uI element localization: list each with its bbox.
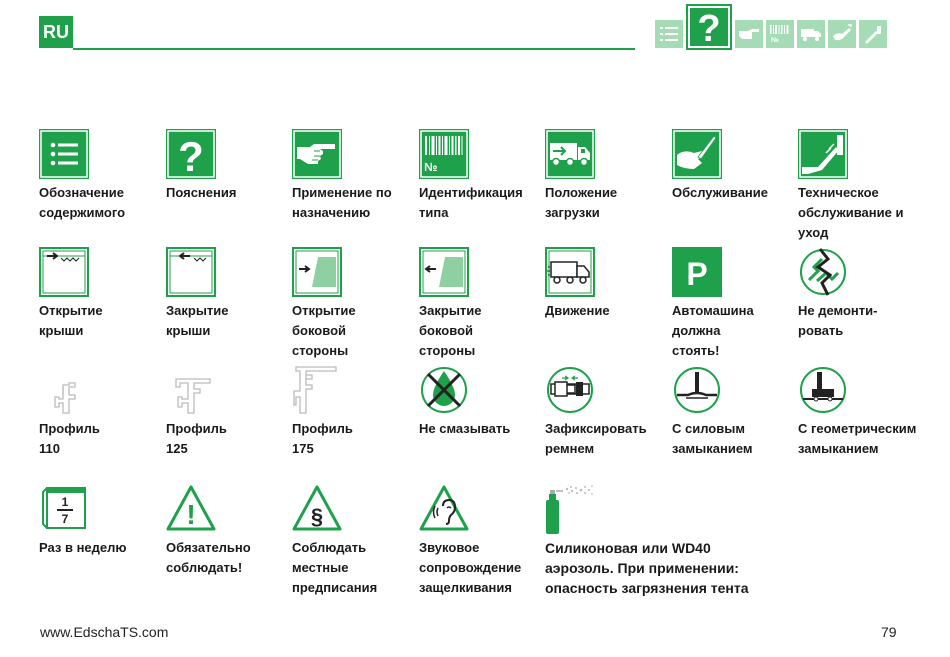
spray-can-icon xyxy=(545,484,595,534)
legend-explanations xyxy=(166,129,237,200)
legend-label: Закрытие боковой стороны xyxy=(419,303,482,358)
legend-maintenance-care xyxy=(798,129,904,240)
maintenance-hand-icon xyxy=(672,129,722,179)
legend-label: Обозначение содержимого xyxy=(39,185,126,220)
svg-text:!: ! xyxy=(186,499,196,530)
page-number: 79 xyxy=(881,624,897,640)
legend-label: Движение xyxy=(545,303,610,318)
legend-spray-warning xyxy=(545,484,749,596)
warning-icon xyxy=(166,484,216,534)
force-locking-icon xyxy=(672,365,722,415)
truck-driving-icon xyxy=(545,247,595,297)
strap-fix-icon xyxy=(545,365,595,415)
legend-mandatory xyxy=(166,484,251,575)
legend-label: Пояснения xyxy=(166,185,237,200)
svg-text:P: P xyxy=(686,256,708,292)
pointing-hand-icon xyxy=(292,129,342,179)
legend-profile-125 xyxy=(166,365,227,456)
do-not-dismantle-icon xyxy=(798,247,848,297)
legend-click-sound xyxy=(419,484,522,595)
legend-intended-use xyxy=(292,129,392,220)
parking-icon xyxy=(672,247,722,297)
profile-125-icon xyxy=(166,365,216,415)
legend-label: Автомашина должна стоять! xyxy=(672,303,754,358)
side-open-icon xyxy=(292,247,342,297)
legend-label: Профиль 110 xyxy=(39,421,100,456)
svg-text:?: ? xyxy=(697,8,721,46)
legend-type-identification xyxy=(419,129,523,220)
language-badge: RU xyxy=(39,16,73,48)
legend-label: Силиконовая или WD40 аэрозоль. При применении: опасность загрязнения тента xyxy=(545,540,749,596)
legend-side-open xyxy=(292,247,356,358)
legend-label: Не смазывать xyxy=(419,421,511,436)
roof-open-icon xyxy=(39,247,89,297)
header-rule xyxy=(73,48,635,50)
legend-label: Профиль 125 xyxy=(166,421,227,456)
legend-profile-110 xyxy=(39,365,100,456)
legend-roof-close xyxy=(166,247,229,338)
svg-text:?: ? xyxy=(178,133,204,179)
nav-maintenance-hand-icon[interactable] xyxy=(828,20,856,48)
legend-label: Открытие крыши xyxy=(39,303,103,338)
footer-url[interactable]: www.EdschaTS.com xyxy=(40,624,169,640)
legend-label: Обязательно соблюдать! xyxy=(166,540,251,575)
svg-text:1: 1 xyxy=(61,495,69,509)
legend-strap-fix xyxy=(545,365,647,456)
legend-service xyxy=(672,129,769,200)
legend-driving xyxy=(545,247,610,318)
legend-label: Открытие боковой стороны xyxy=(292,303,356,358)
legend-label: Закрытие крыши xyxy=(166,303,229,338)
legend-label: Звуковое сопровождение защелкивания xyxy=(419,540,522,595)
regulations-icon xyxy=(292,484,342,534)
legend-label: С геометрическим замыканием xyxy=(798,421,917,456)
form-locking-icon xyxy=(798,365,848,415)
nav-truck-loading-icon[interactable] xyxy=(797,20,825,48)
maintenance-care-icon xyxy=(798,129,848,179)
profile-175-icon xyxy=(292,365,342,415)
profile-110-icon xyxy=(39,365,89,415)
legend-label: Положение загрузки xyxy=(545,185,618,220)
nav-barcode-icon[interactable] xyxy=(766,20,794,48)
legend-form-locking xyxy=(798,365,917,456)
legend-label: Зафиксировать ремнем xyxy=(545,421,647,456)
legend-do-not-dismantle xyxy=(798,247,878,338)
legend-do-not-lubricate xyxy=(419,365,511,436)
svg-text:7: 7 xyxy=(61,512,69,526)
nav-contents-list-icon[interactable] xyxy=(655,20,683,48)
legend-loading-position xyxy=(545,129,618,220)
legend-label: Техническое обслуживание и уход xyxy=(798,185,904,240)
nav-maintenance-care-icon[interactable] xyxy=(859,20,887,48)
side-close-icon xyxy=(419,247,469,297)
nav-pointing-hand-icon[interactable] xyxy=(735,20,763,48)
svg-text:§: § xyxy=(310,504,324,529)
do-not-lubricate-icon xyxy=(419,365,469,415)
legend-label: Обслуживание xyxy=(672,185,769,200)
legend-side-close xyxy=(419,247,482,358)
legend-label: Идентификация типа xyxy=(419,185,523,220)
legend-contents xyxy=(39,129,126,220)
section-nav xyxy=(655,4,887,50)
legend-label: Раз в неделю xyxy=(39,540,127,555)
legend-profile-175 xyxy=(292,365,353,456)
nav-question-mark-icon[interactable] xyxy=(686,4,732,50)
contents-list-icon xyxy=(39,129,89,179)
svg-text:№: № xyxy=(424,160,438,174)
legend-label: Применение по назначению xyxy=(292,185,392,220)
calendar-weekly-icon xyxy=(39,484,89,534)
question-mark-icon xyxy=(166,129,216,179)
truck-loading-icon xyxy=(545,129,595,179)
click-sound-icon xyxy=(419,484,469,534)
svg-text:№: № xyxy=(771,37,779,44)
legend-label: Не демонти- ровать xyxy=(798,303,878,338)
legend-force-locking xyxy=(672,365,753,456)
barcode-id-icon xyxy=(419,129,469,179)
legend-local-regulations xyxy=(292,484,378,595)
legend-roof-open xyxy=(39,247,103,338)
roof-close-icon xyxy=(166,247,216,297)
legend-label: С силовым замыканием xyxy=(672,421,753,456)
legend-parking xyxy=(672,247,754,358)
legend-label: Соблюдать местные предписания xyxy=(292,540,378,595)
legend-weekly xyxy=(39,484,127,555)
legend-label: Профиль 175 xyxy=(292,421,353,456)
